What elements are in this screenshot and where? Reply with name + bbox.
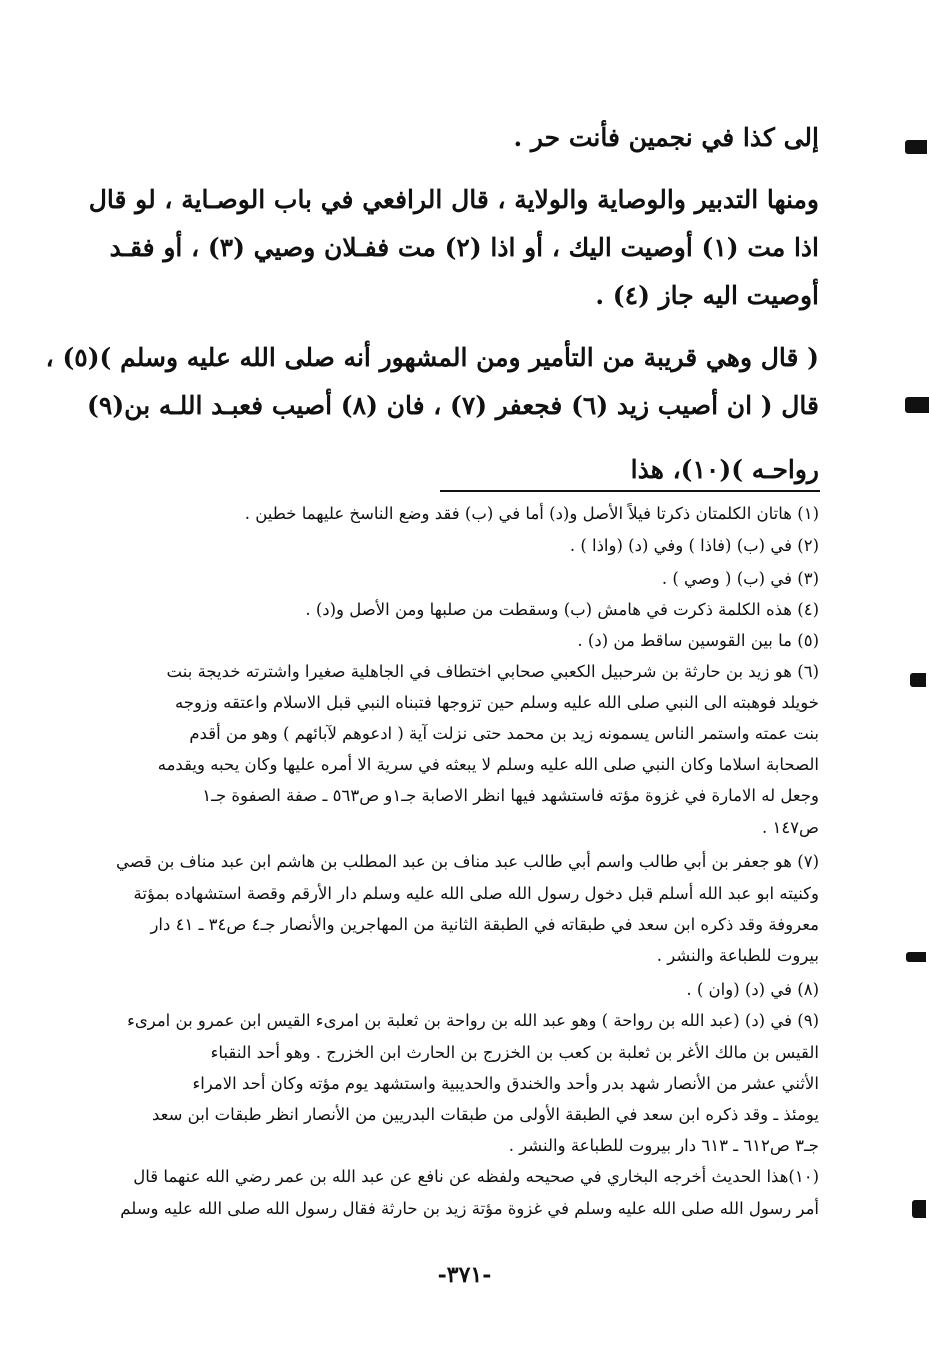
footnote-line: الأثني عشر من الأنصار شهد بدر وأحد والخندق والحديبية واستشهد يوم مؤته وكان أحد الامراء [192, 1074, 819, 1093]
footnote-line: معروفة وقد ذكره ابن سعد في طبقاته في الطبقة الثانية من المهاجرين والأنصار جـ٤ ص٣٤ ـ ٤١ دار [150, 915, 819, 934]
main-text-line: إلى كذا في نجمين فأنت حر . [513, 123, 819, 152]
page-number: -٣٧١- [437, 1262, 492, 1288]
footnote-line: (٤) هذه الكلمة ذكرت في هامش (ب) وسقطت من صلبها ومن الأصل و(د) . [305, 600, 819, 619]
footnote-line: جـ٣ ص٦١٢ ـ ٦١٣ دار بيروت للطباعة والنشر . [508, 1136, 819, 1155]
footnote-line: بيروت للطباعة والنشر . [656, 946, 819, 965]
footnote-line: ص١٤٧ . [761, 818, 819, 837]
footnote-line: (١٠)هذا الحديث أخرجه البخاري في صحيحه ولفظه عن نافع عن عبد الله بن عمر رضي الله عنهما قال [133, 1167, 819, 1186]
main-text-line: ومنها التدبير والوصاية والولاية ، قال الرافعي في باب الوصـاية ، لو قال [88, 185, 819, 214]
main-text-line: رواحـه )(١٠)، هذا [630, 455, 819, 484]
footnote-line: خويلد فوهبته الى النبي صلى الله عليه وسلم حين تزوجها فتبناه النبي قبل الاسلام واعتقه وزوجه [174, 693, 819, 712]
main-text-line: أوصيت اليه جاز (٤) . [595, 281, 819, 310]
scan-edge-mark [912, 1200, 926, 1218]
footnote-line: (٢) في (ب) (فاذا ) وفي (د) (واذا ) . [569, 536, 819, 555]
footnote-line: بنت عمته واستمر الناس يسمونه زيد بن محمد حتى نزلت آية ( ادعوهم لآبائهم ) وهو من أقدم [189, 724, 819, 743]
footnote-line: وجعل له الامارة في غزوة مؤته فاستشهد فيها انظر الاصابة جـ١و ص٥٦٣ ـ صفة الصفوة جـ١ [202, 786, 819, 805]
footnote-line: (٩) في (د) (عبد الله بن رواحة ) وهو عبد الله بن رواحة بن ثعلبة بن امرىء القيس ابن عمرو بن امرىء [127, 1011, 819, 1030]
main-text-line: ( قال وهي قريبة من التأمير ومن المشهور أنه صلى الله عليه وسلم )(٥) ، [45, 343, 819, 372]
footnote-line: يومئذ ـ وقد ذكره ابن سعد في الطبقة الأولى من طبقات البدريين من الأنصار انظر طبقات ابن سعد [151, 1105, 819, 1124]
footnote-line: (٥) ما بين القوسين ساقط من (د) . [577, 631, 819, 650]
footnote-separator [440, 490, 820, 492]
footnote-line: وكنيته ابو عبد الله أسلم قبل دخول رسول الله صلى الله عليه وسلم دار الأرقم وقصة استشهاده بمؤتة [133, 884, 819, 903]
scan-edge-mark [905, 140, 927, 154]
footnote-line: (١) هاتان الكلمتان ذكرتا فيلاً الأصل و(د) أما في (ب) فقد وضع الناسخ عليهما خطين . [244, 504, 819, 523]
main-text-line: اذا مت (١) أوصيت اليك ، أو اذا (٢) مت ففـلان وصيي (٣) ، أو فقـد [109, 233, 819, 262]
footnote-line: أمر رسول الله صلى الله عليه وسلم في غزوة مؤتة زيد بن حارثة فقال رسول الله صلى الله عليه وسلم [120, 1199, 819, 1218]
footnote-line: (٨) في (د) (وان ) . [686, 980, 819, 999]
footnote-line: (٣) في (ب) ( وصي ) . [661, 569, 819, 588]
footnote-line: الصحابة اسلاما وكان النبي صلى الله عليه وسلم لا يبعثه في سرية الا أمره عليها وكان يحبه ويقدمه [157, 755, 819, 774]
scan-edge-mark [905, 397, 929, 413]
scan-edge-mark [910, 673, 926, 687]
footnote-line: (٧) هو جعفر بن أبي طالب واسم أبي طالب عبد مناف بن عبد المطلب بن هاشم ابن عبد مناف بن قصي [115, 852, 819, 871]
main-text-line: قال ( ان أصيب زيد (٦) فجعفر (٧) ، فان (٨) أصيب فعبـد اللـه بن(٩) [87, 391, 819, 420]
footnote-line: القيس بن مالك الأغر بن ثعلبة بن كعب بن الخزرج بن الحارث ابن الخزرج . وهو أحد النقباء [210, 1043, 819, 1062]
footnote-line: (٦) هو زيد بن حارثة بن شرحبيل الكعبي صحابي اختطاف في الجاهلية صغيرا واشترته خديجة بنت [166, 662, 819, 681]
scan-edge-mark [906, 952, 926, 962]
